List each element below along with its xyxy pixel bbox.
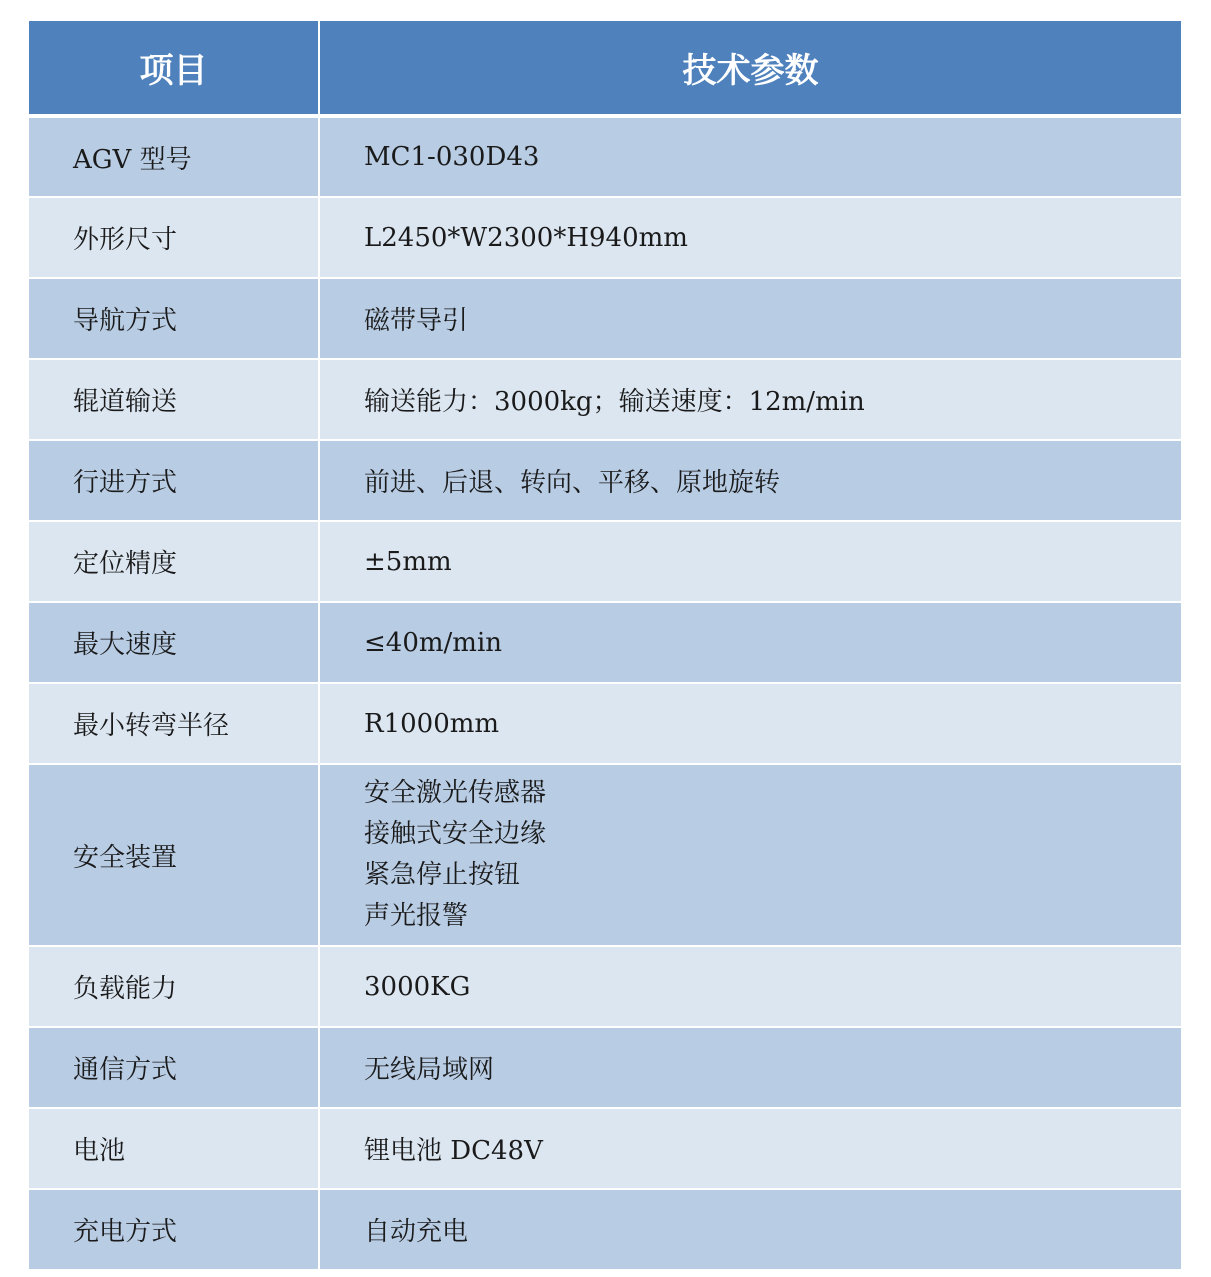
table-row — [29, 683, 1181, 764]
row-label: AGV 型号 — [29, 116, 319, 197]
row-value: 输送能力：3000kg；输送速度：12m/min — [319, 359, 1181, 440]
row-label: 负载能力 — [29, 946, 319, 1027]
row-label: 最大速度 — [29, 602, 319, 683]
safety-item: 紧急停止按钮 — [364, 860, 521, 890]
row-value: L2450*W2300*H940mm — [319, 197, 1181, 278]
safety-item: 声光报警 — [364, 901, 469, 931]
table-row — [29, 359, 1181, 440]
row-value: 3000KG — [319, 946, 1181, 1027]
header-param: 技术参数 — [319, 21, 1181, 116]
table-row — [29, 197, 1181, 278]
row-value: ≤40m/min — [319, 602, 1181, 683]
row-value: 无线局域网 — [319, 1027, 1181, 1108]
table-row — [29, 278, 1181, 359]
row-value: R1000mm — [319, 683, 1181, 764]
row-label: 行进方式 — [29, 440, 319, 521]
table-row — [29, 764, 1181, 946]
table-row — [29, 440, 1181, 521]
row-label: 通信方式 — [29, 1027, 319, 1108]
table-row — [29, 602, 1181, 683]
spec-table — [29, 21, 1181, 1271]
row-value: 前进、后退、转向、平移、原地旋转 — [319, 440, 1181, 521]
row-value: ±5mm — [319, 521, 1181, 602]
table-row — [29, 1189, 1181, 1270]
row-label: 导航方式 — [29, 278, 319, 359]
table-row — [29, 521, 1181, 602]
row-value-list — [319, 764, 1181, 946]
safety-item: 安全激光传感器 — [364, 778, 547, 808]
header-row — [29, 21, 1181, 116]
table-row — [29, 1108, 1181, 1189]
row-label: 充电方式 — [29, 1189, 319, 1270]
row-value: 磁带导引 — [319, 278, 1181, 359]
table-row — [29, 116, 1181, 197]
row-label: 电池 — [29, 1108, 319, 1189]
row-label: 外形尺寸 — [29, 197, 319, 278]
row-label: 辊道输送 — [29, 359, 319, 440]
row-label: 安全装置 — [29, 764, 319, 946]
row-label: 最小转弯半径 — [29, 683, 319, 764]
table-row — [29, 1027, 1181, 1108]
table-row — [29, 946, 1181, 1027]
row-value: 锂电池 DC48V — [319, 1108, 1181, 1189]
row-label: 定位精度 — [29, 521, 319, 602]
safety-item: 接触式安全边缘 — [364, 819, 547, 849]
row-value: 自动充电 — [319, 1189, 1181, 1270]
row-value: MC1-030D43 — [319, 116, 1181, 197]
header-item: 项目 — [29, 21, 319, 116]
